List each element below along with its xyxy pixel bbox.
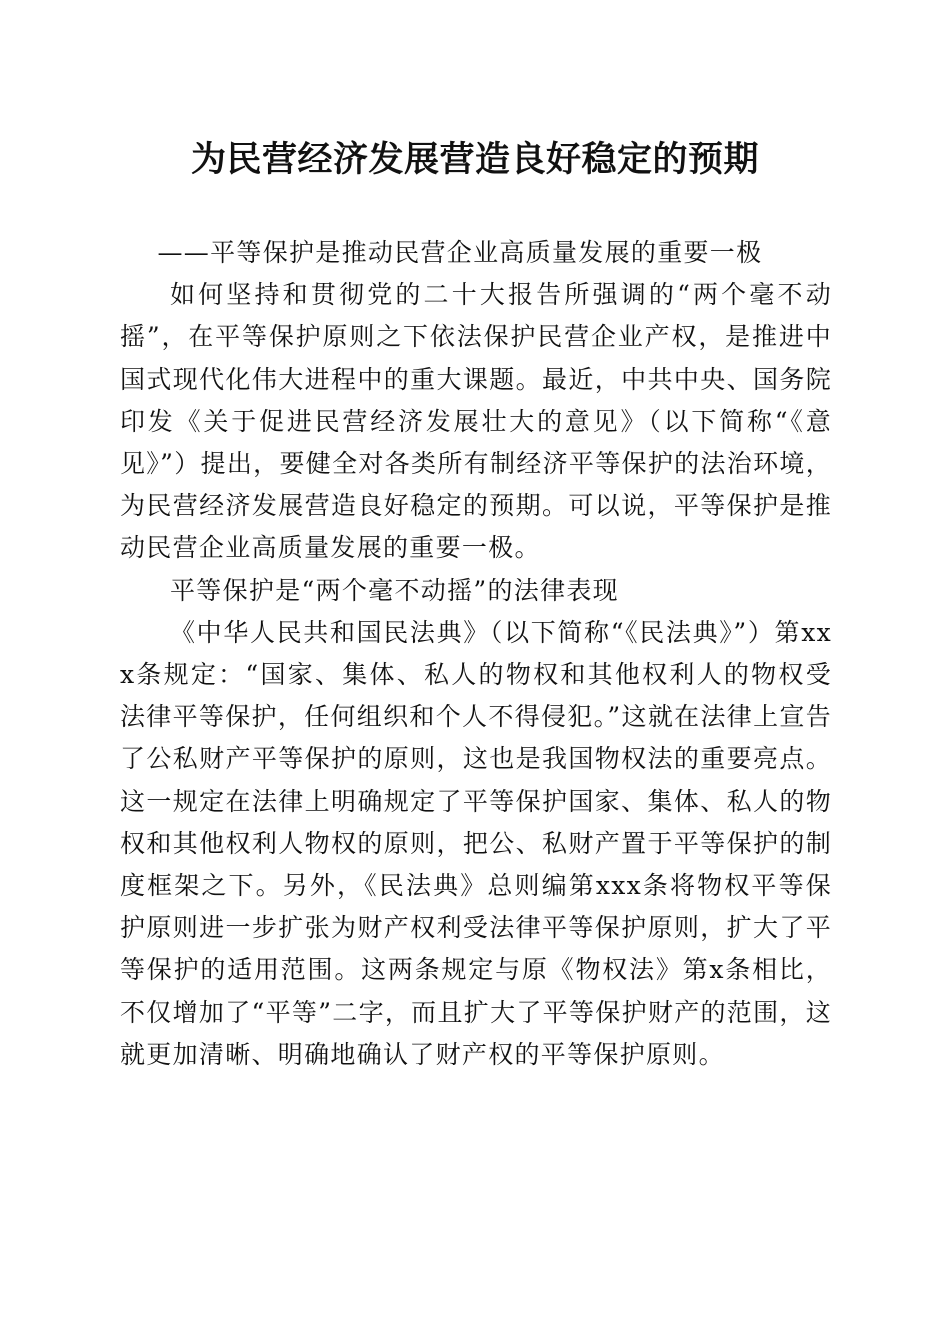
document-body	[120, 232, 832, 1076]
document-title: 为民营经济发展营造良好稳定的预期	[190, 140, 759, 180]
section-heading: 平等保护是“两个毫不动摇”的法律表现	[170, 575, 619, 605]
document-subtitle: ——平等保护是推动民营企业高质量发展的重要一极	[157, 238, 763, 267]
paragraph-intro: 如何坚持和贯彻党的二十大报告所强调的“两个毫不动摇”，在平等保护原则之下依法保护民营企业产权，是推进中国式现代化伟大进程中的重大课题。最近，中共中央、国务院印发《关于促进民营经济发展壮大的意见》（以下简称“《意见》”）提出，要健全对各类所有制经济平等保护的法治环境，为民营经济发展营造良好稳定的预期。可以说，平等保护是推动民营企业高质量发展的重要一极。	[120, 280, 832, 563]
paragraph-civil-code: 《中华人民共和国民法典》（以下简称“《民法典》”）第xxx条规定：“国家、集体、私人的物权和其他权利人的物权受法律平等保护，任何组织和个人不得侵犯。”这就在法律上宣告了公私财产平等保护的原则，这也是我国物权法的重要亮点。这一规定在法律上明确规定了平等保护国家、集体、私人的物权和其他权利人物权的原则，把公、私财产置于平等保护的制度框架之下。另外，《民法典》总则编第xxx条将物权平等保护原则进一步扩张为财产权利受法律平等保护原则，扩大了平等保护的适用范围。这两条规定与原《物权法》第x条相比，不仅增加了“平等”二字，而且扩大了平等保护财产的范围，这就更加清晰、明确地确认了财产权的平等保护原则。	[120, 617, 832, 1069]
